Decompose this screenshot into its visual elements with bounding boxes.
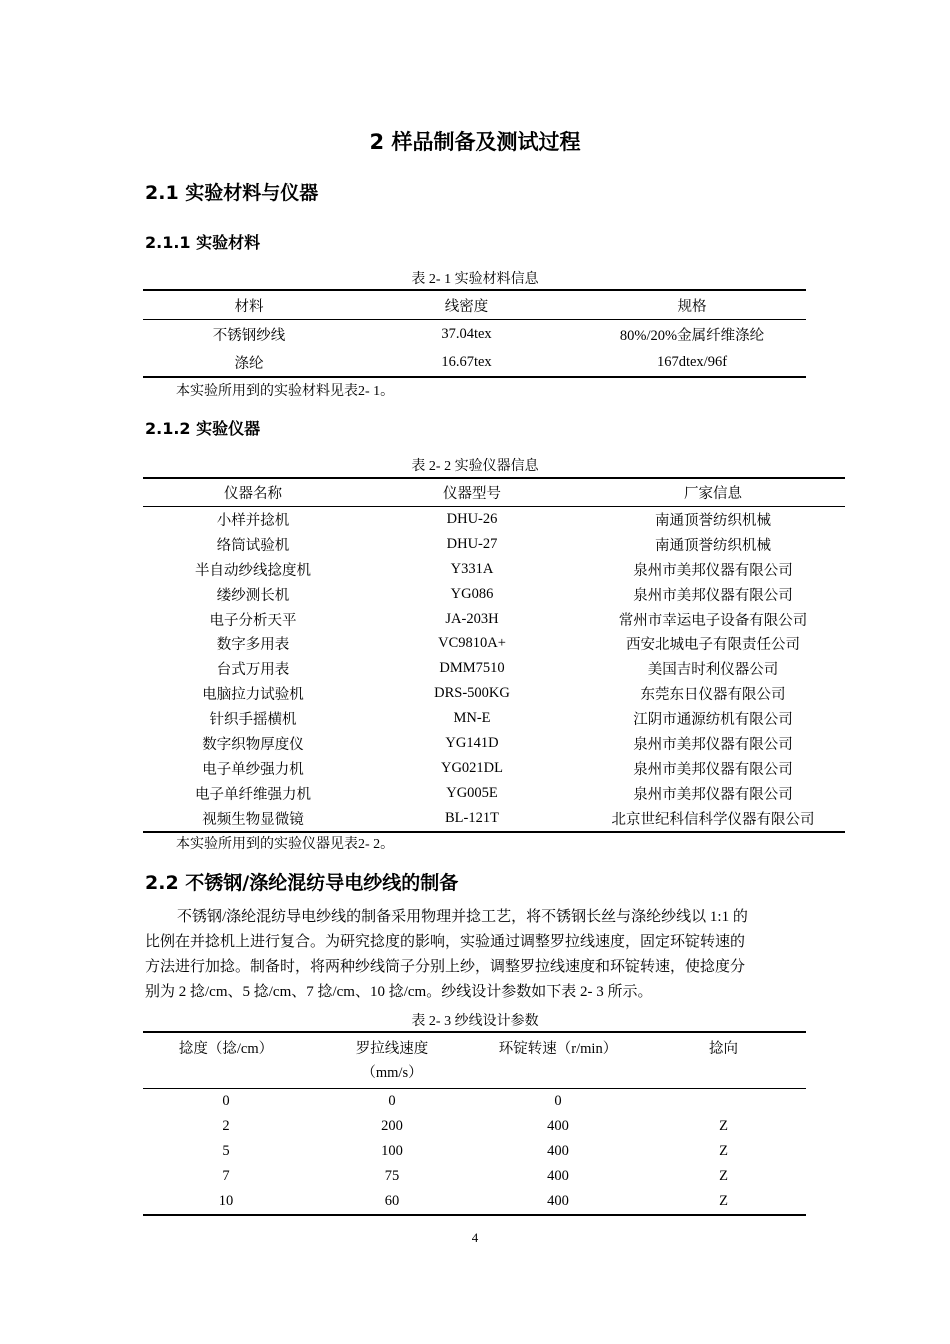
section-heading-2-2: 2.2 不锈钢/涤纶混纺导电纱线的制备 bbox=[145, 872, 459, 894]
subsection-heading-2-1-2: 2.1.2 实验仪器 bbox=[145, 419, 261, 438]
table-cell: JA-203H bbox=[445, 610, 499, 627]
table-cell: 西安北城电子有限责任公司 bbox=[626, 637, 800, 654]
table-cell: BL-121T bbox=[445, 809, 499, 826]
table-cell: 不锈钢纱线 bbox=[212, 327, 286, 344]
table-row bbox=[143, 781, 845, 806]
table-row bbox=[143, 1114, 806, 1139]
table-cell: 泉州市美邦仪器有限公司 bbox=[633, 786, 793, 803]
table-cell: 泉州市美邦仪器有限公司 bbox=[633, 736, 793, 753]
table-row bbox=[143, 756, 845, 781]
table-cell: 400 bbox=[547, 1143, 569, 1159]
table-cell: YG141D bbox=[445, 734, 499, 751]
table-cell: 泉州市美邦仪器有限公司 bbox=[633, 562, 793, 579]
paragraph-line: 不锈钢/涤纶混纺导电纱线的制备采用物理并捻工艺，将不锈钢长丝与涤纶纱线以 1:1 的 bbox=[177, 909, 748, 925]
table-cell: 缕纱测长机 bbox=[216, 587, 290, 604]
table-cell: 台式万用表 bbox=[216, 662, 290, 679]
materials-table-body bbox=[143, 320, 806, 378]
materials-table bbox=[143, 289, 806, 378]
column-header: 仪器名称 bbox=[143, 478, 363, 507]
table-row bbox=[143, 557, 845, 582]
table-cell: 小样并捻机 bbox=[216, 512, 290, 529]
table-cell: 16.67tex bbox=[441, 353, 492, 370]
table-row bbox=[143, 1164, 806, 1189]
table-cell: 电脑拉力试验机 bbox=[202, 687, 304, 704]
table-cell: 75 bbox=[384, 1168, 400, 1184]
table-cell: 电子单纱强力机 bbox=[202, 761, 304, 778]
table-cell: YG005E bbox=[446, 784, 498, 801]
table-cell: 北京世纪科信科学仪器有限公司 bbox=[611, 811, 815, 828]
table-row bbox=[143, 631, 845, 656]
table-cell: MN-E bbox=[453, 710, 491, 727]
table-cell: 100 bbox=[381, 1143, 403, 1159]
column-header-line: （mm/s） bbox=[361, 1065, 423, 1081]
table-cell: 络筒试验机 bbox=[216, 537, 290, 554]
table-row bbox=[143, 320, 806, 349]
table-cell: 针织手摇横机 bbox=[209, 712, 297, 729]
instruments-table-body bbox=[143, 507, 845, 832]
table-cell: 泉州市美邦仪器有限公司 bbox=[633, 761, 793, 778]
table-cell: 南通顶誉纺织机械 bbox=[655, 512, 771, 529]
table-row bbox=[143, 656, 845, 681]
table-row bbox=[143, 706, 845, 731]
table-cell: 400 bbox=[547, 1168, 569, 1184]
column-header: 捻向 bbox=[641, 1032, 806, 1089]
table-cell: DMM7510 bbox=[439, 660, 505, 677]
table-cell: YG086 bbox=[450, 585, 494, 602]
paragraph-line: 别为 2 捻/cm、5 捻/cm、7 捻/cm、10 捻/cm。纱线设计参数如下表 2- 3 所示。 bbox=[145, 984, 653, 1000]
table-header-row bbox=[143, 478, 845, 507]
table-cell: 400 bbox=[547, 1193, 569, 1209]
table-row bbox=[143, 731, 845, 756]
column-header: 仪器型号 bbox=[363, 478, 581, 507]
table-cell: 数字织物厚度仪 bbox=[202, 736, 304, 753]
table-cell: 37.04tex bbox=[441, 325, 492, 342]
table-row bbox=[143, 607, 845, 632]
table-cell: VC9810A+ bbox=[438, 635, 506, 652]
column-header: 环锭转速（r/min） bbox=[475, 1032, 641, 1089]
section-heading-2-1: 2.1 实验材料与仪器 bbox=[145, 182, 319, 204]
column-header: 厂家信息 bbox=[581, 478, 845, 507]
table-row bbox=[143, 1089, 806, 1115]
table-cell: 80%/20%金属纤维涤纶 bbox=[619, 327, 765, 344]
table-cell: 数字多用表 bbox=[216, 637, 290, 654]
table-cell: 10 bbox=[218, 1193, 234, 1209]
table-cell: 5 bbox=[222, 1143, 230, 1159]
table-cell: DHU-27 bbox=[446, 535, 498, 552]
table-row bbox=[143, 681, 845, 706]
table2-note: 本实验所用到的实验仪器见表2- 2。 bbox=[176, 837, 395, 852]
table-cell: 美国吉时利仪器公司 bbox=[647, 662, 779, 679]
column-header: 线密度 bbox=[355, 290, 578, 320]
yarn-parameters-table-body bbox=[143, 1089, 806, 1216]
table-row bbox=[143, 532, 845, 557]
column-header: 捻度（捻/cm） bbox=[143, 1032, 309, 1089]
table-cell: 0 bbox=[554, 1093, 562, 1109]
table-cell: Y331A bbox=[450, 560, 494, 577]
table-cell: 常州市幸运电子设备有限公司 bbox=[618, 612, 808, 629]
column-header bbox=[309, 1032, 475, 1089]
table-row bbox=[143, 1139, 806, 1164]
table-cell bbox=[641, 1089, 806, 1115]
table-cell: DHU-26 bbox=[446, 510, 498, 527]
table-cell: 南通顶誉纺织机械 bbox=[655, 537, 771, 554]
paragraph-line: 方法进行加捻。制备时，将两种纱线筒子分别上纱，调整罗拉线速度和环锭转速，使捻度分 bbox=[145, 959, 746, 975]
column-header: 规格 bbox=[578, 290, 806, 320]
table-cell: 电子分析天平 bbox=[209, 612, 297, 629]
yarn-parameters-table bbox=[143, 1031, 806, 1216]
table-header-row bbox=[143, 1032, 806, 1089]
table-cell: 半自动纱线捻度机 bbox=[195, 562, 311, 579]
table-cell: 400 bbox=[547, 1118, 569, 1134]
table-row bbox=[143, 806, 845, 832]
table-cell: Z bbox=[719, 1118, 728, 1134]
body-paragraph bbox=[145, 905, 807, 1005]
table-cell: Z bbox=[719, 1193, 728, 1209]
table-cell: 东莞东日仪器有限公司 bbox=[640, 687, 786, 704]
table-cell: Z bbox=[719, 1143, 728, 1159]
table-cell: DRS-500KG bbox=[434, 685, 510, 702]
table-cell: 2 bbox=[222, 1118, 230, 1134]
instruments-table bbox=[143, 477, 845, 833]
table-cell: 泉州市美邦仪器有限公司 bbox=[633, 587, 793, 604]
chapter-title: 2 样品制备及测试过程 bbox=[369, 130, 581, 154]
table-cell: 江阴市通源纺机有限公司 bbox=[633, 712, 793, 729]
table1-note: 本实验所用到的实验材料见表2- 1。 bbox=[176, 384, 395, 399]
table-cell: Z bbox=[719, 1168, 728, 1184]
table-cell: 7 bbox=[222, 1168, 230, 1184]
table-row bbox=[143, 582, 845, 607]
table-cell: 涤纶 bbox=[234, 355, 264, 372]
table-cell: YG021DL bbox=[440, 759, 504, 776]
table-cell: 0 bbox=[388, 1093, 396, 1109]
table-cell: 60 bbox=[384, 1193, 400, 1209]
column-header: 材料 bbox=[143, 290, 355, 320]
table1-caption: 表 2- 1 实验材料信息 bbox=[411, 272, 539, 287]
table2-caption: 表 2- 2 实验仪器信息 bbox=[411, 459, 539, 474]
table-row bbox=[143, 507, 845, 532]
table-cell: 0 bbox=[222, 1093, 230, 1109]
page-number: 4 bbox=[471, 1230, 479, 1245]
table-cell: 200 bbox=[381, 1118, 403, 1134]
paragraph-line: 比例在并捻机上进行复合。为研究捻度的影响，实验通过调整罗拉线速度，固定环锭转速的 bbox=[145, 934, 746, 950]
table-cell: 电子单纤维强力机 bbox=[195, 786, 311, 803]
table-row bbox=[143, 1189, 806, 1215]
table-cell: 167dtex/96f bbox=[656, 353, 728, 370]
table3-caption: 表 2- 3 纱线设计参数 bbox=[411, 1014, 539, 1029]
table-cell: 视频生物显微镜 bbox=[202, 811, 304, 828]
table-row bbox=[143, 348, 806, 377]
column-header-line: 罗拉线速度 bbox=[355, 1041, 429, 1057]
subsection-heading-2-1-1: 2.1.1 实验材料 bbox=[145, 233, 261, 252]
table-header-row bbox=[143, 290, 806, 320]
